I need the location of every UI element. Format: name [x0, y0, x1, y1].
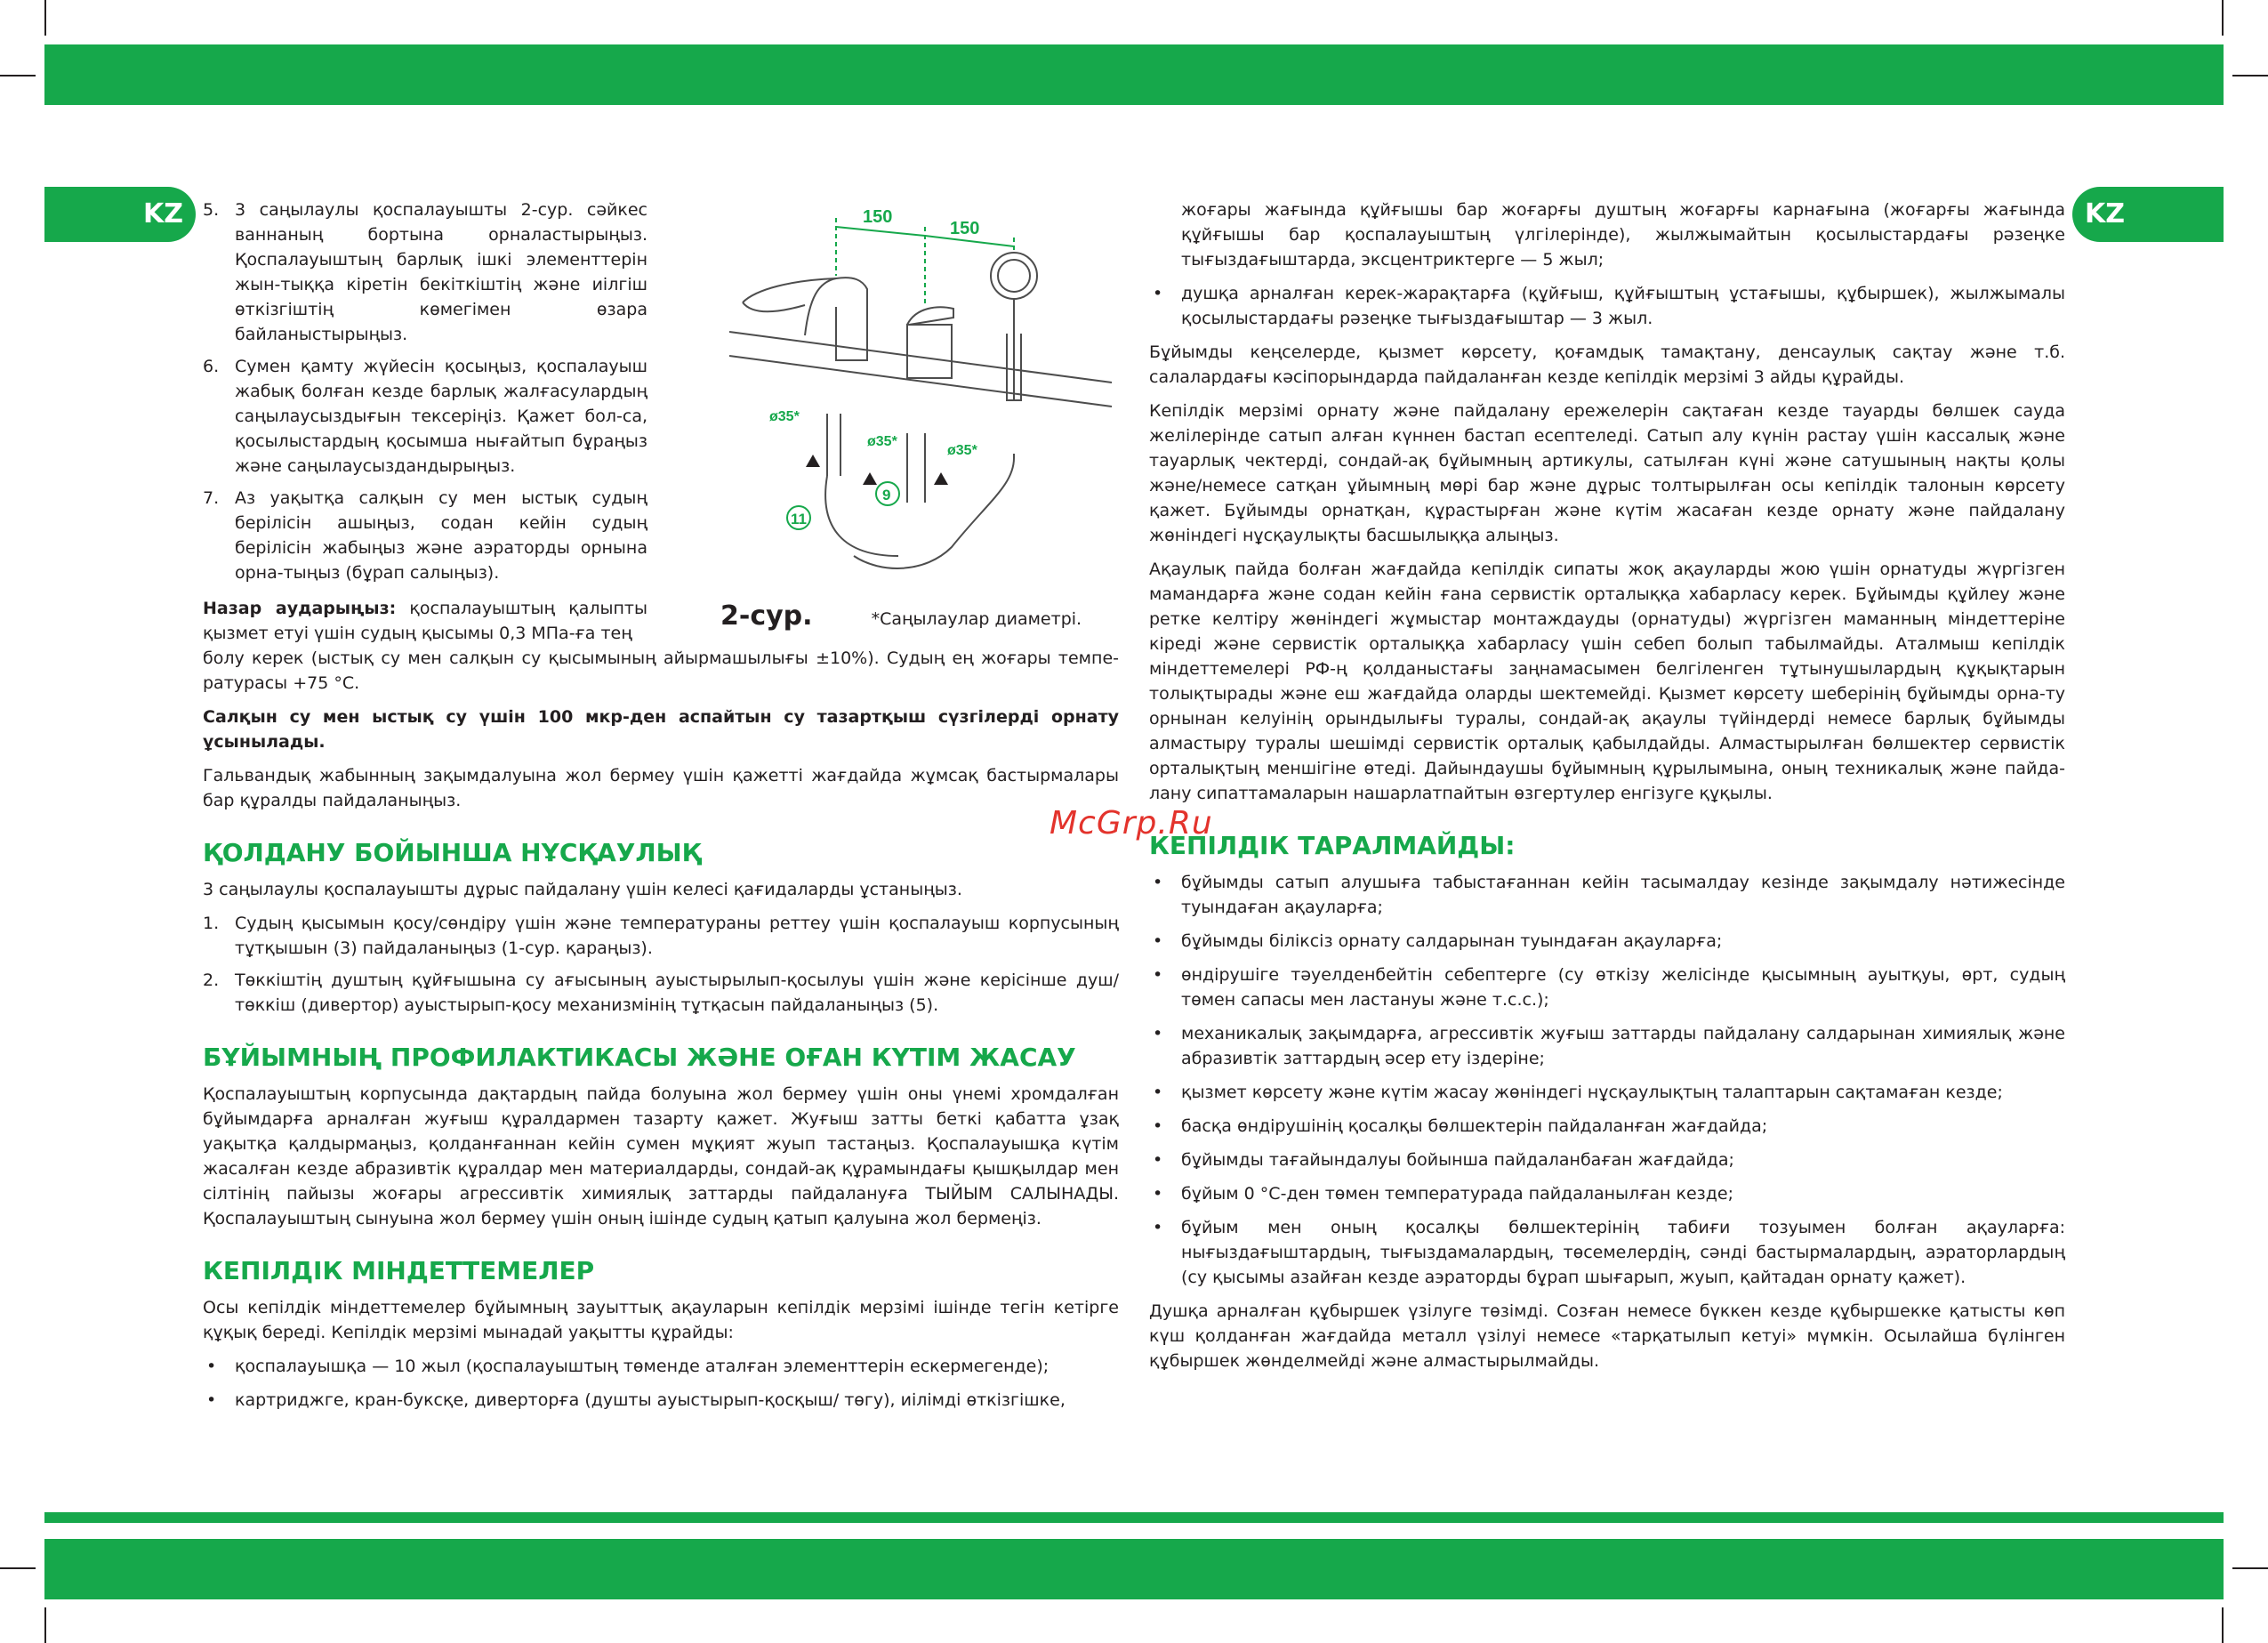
dimension-label: 150 [950, 219, 980, 238]
galvanic-note: Гальвандық жабынның зақымдалуына жол бермеу үшін қажетті жағдайда жұмсақ бастырмалары бар құралды пайдаланыңыз. [203, 766, 1119, 810]
bullet: • [206, 1357, 217, 1376]
heading-not-covered: КЕПІЛДІК ТАРАЛМАЙДЫ: [1149, 831, 1516, 860]
list-item-text: өндірушіге тәуелденбейтін себептерге (су өткізу желісінде қысымның ауытқуы, өрт, судың төмен сапасы мен ластануы және т.с.с.); [1181, 965, 2065, 1010]
step-number: 5. [203, 200, 220, 220]
warning-paragraph [203, 596, 647, 646]
bullet: • [1153, 1184, 1163, 1204]
language-tab-right: KZ [2072, 187, 2224, 242]
usage-intro: 3 саңылаулы қоспалауышты дұрыс пайдалану үшін келесі қағидаларды ұстаныңыз. [203, 880, 962, 899]
filter-note: Салқын су мен ыстық су үшін 100 мкр-ден аспайтын су тазартқыш сүзгілерді орнату ұсынылады. [203, 707, 1119, 752]
bullet: • [1153, 1083, 1163, 1102]
list-item [1149, 870, 2065, 920]
list-item [1149, 1080, 2065, 1105]
step-number: 6. [203, 357, 220, 376]
warning-paragraph-cont: болу керек (ыстық су мен салқын су қысымының айырмашылығы ±10%). Судың ең жоғары темпе-ратурасы +75 °C. [203, 648, 1119, 693]
list-item [1149, 962, 2065, 1012]
warranty-list [203, 1354, 1119, 1413]
bullet: • [1153, 965, 1163, 985]
step-text: Судың қысымын қосу/сөндіру үшін және температураны реттеу үшін қоспалауыш корпусының тұтқышын (3) пайдаланыңыз (1-сур. қараңыз). [235, 914, 1119, 958]
list-item-text: механикалық зақымдарға, агрессивтік жуғыш заттарды пайдалану салдарынан химиялық және абразивтік заттардың әсер ету іздеріне; [1181, 1024, 2065, 1068]
list-item [203, 1388, 1119, 1413]
install-steps [203, 197, 647, 585]
office-text: Бұйымды кеңселерде, қызмет көрсету, қоғамдық тамақтану, денсаулық сақтау және т.б. салалардағы кәсіпорындарда пайдаланған кезде кепілдік мерзімі 3 айды құрайды. [1149, 342, 2065, 387]
diameter-label: ø35* [867, 434, 897, 449]
list-item-text: картриджге, кран-буксқе, диверторға (душты ауыстырып-қосқыш/ төгу), иілімді өткізгішке, [235, 1390, 1066, 1410]
bottom-green-line [44, 1512, 2224, 1523]
step-number: 7. [203, 488, 220, 508]
list-item [1149, 1215, 2065, 1290]
diameter-label: ø35* [947, 443, 977, 458]
list-item [1149, 1114, 2065, 1139]
heading-care: БҰЙЫМНЫҢ ПРОФИЛАКТИКАСЫ ЖӘНЕ ОҒАН КҮТІМ ЖАСАУ [203, 1043, 1076, 1072]
bullet: • [1153, 1116, 1163, 1136]
step-text: Аз уақытқа салқын су мен ыстық судың берілісін ашыңыз, содан кейін судың берілісін жабыңыз және аэраторды орнына орна-тыңыз (бұрап салыңыз). [235, 488, 647, 583]
list-item-text: душқа арналған керек-жарақтарға (құйғыш, құйғыштың ұстағышы, құбыршек), жылжымалы қосылыстардағы рәзеңке тығыздағыштар — 3 жыл. [1181, 284, 2065, 328]
usage-steps [203, 911, 1119, 1018]
warning-text: қоспалауыштың қалыпты қызмет етуі үшін судың қысымы 0,3 МПа-ға тең [203, 599, 647, 643]
crop-mark [2232, 1567, 2268, 1569]
care-text: Қоспалауыштың корпусында дақтардың пайда болуына жол бермеу үшін оны үнемі хромдалған бұйымдарға арналған жуғыш құралдармен тазарту қажет. Жуғыш затты беткі қабатта ұзақ уақытқа қалдырмаңыз, қолданғаннан кейін сумен мұқият жуып тастаңыз. Қоспалауышқа күтім жасалған кезде абразивтік құралдар мен материалдарды, сондай-ақ құрамындағы қышқылдар мен сілтінің пайызы жоғары агрессивтік химиялық заттарды пайдалануға ТЫЙЫМ САЛЫНАДЫ. Қоспалауыштың сынуына жол бермеу үшін оның ішінде судың қатып қалуына жол бермеңіз. [203, 1084, 1119, 1228]
dimension-label: 150 [863, 207, 893, 227]
list-item [203, 911, 1119, 961]
bullet: • [1153, 931, 1163, 951]
bullet: • [1153, 873, 1163, 892]
list-item-text: бұйымды сатып алушыға табыстағаннан кейін тасымалдау кезінде зақымдалу нәтижесінде туындаған ақауларға; [1181, 873, 2065, 917]
step-number: 1. [203, 914, 220, 933]
step-text: Төккіштің душтың құйғышына су ағысының ауыстырылып-қосылуы үшін және керісінше душ/төккіш (дивертор) ауыстырып-қосу механизмінің тұтқасын пайдаланыңыз (5). [235, 970, 1119, 1015]
list-item [1149, 1181, 2065, 1206]
warranty-text: Осы кепілдік міндеттемелер бұйымның зауыттық ақауларын кепілдік мерзімі ішінде тегін кетірге құқық береді. Кепілдік мерзімі мынадай уақытты құрайды: [203, 1298, 1119, 1342]
warranty-list-cont [1149, 281, 2065, 331]
list-item [1149, 1021, 2065, 1071]
list-item [203, 486, 647, 585]
figure-title: 2-сур. [720, 600, 813, 632]
left-column [203, 197, 1119, 1422]
crop-mark [2222, 0, 2224, 36]
list-item [203, 197, 647, 347]
list-item-text: қызмет көрсету және күтім жасау жөніндегі нұсқаулықтың талаптарын сақтамаған кезде; [1181, 1083, 2003, 1102]
crop-mark [0, 1567, 36, 1569]
crop-mark [44, 1607, 46, 1643]
step-number: 2. [203, 970, 220, 990]
warning-label: Назар аударыңыз: [203, 599, 397, 618]
watermark: McGrp.Ru [1050, 805, 1213, 842]
list-item [203, 354, 647, 479]
hose-text: Душқа арналған құбыршек үзілуге төзімді. Созған немесе бүккен кезде құбыршекке қатысты көп күш қолданған жағдайда металл үзілуі немесе «тарқатылып кетуі» мүмкін. Осылайша бүлінген құбыршек жөнделмейді және алмастырылмайды. [1149, 1301, 2065, 1371]
list-item [203, 1354, 1119, 1379]
list-item-text: қоспалауышқа — 10 жыл (қоспалауыштың төменде аталған элементтерін ескермегенде); [235, 1357, 1050, 1376]
crop-mark [0, 75, 36, 77]
figure-note: *Саңылаулар диаметрі. [871, 609, 1082, 629]
bullet: • [206, 1390, 217, 1410]
defect-text: Ақаулық пайда болған жағдайда кепілдік сипаты жоқ ақауларды жою үшін орнатуды жүргізген мамандарға және содан кейін ғана сервистік орталыққа хабарласу керек. Бұйымды құйлеу және ретке келтіру жөніндегі жұмыстар монтаждауды (орнатуды) жүргізген маманның міндеттеріне кіреді және сервистік орталыққа хабарласу үшін себеп болып табылмайды. Аталмыш кепілдік міндеттемелері РФ-ң қолданыстағы заңнамасымен белгіленген тұтынушылардың құқықтарын толықтырады және еш жағдайда оларды шектемейді. Қызмет көрсету шеберінің бұйымды орна-ту орнынан келуінің орындылығы туралы, сондай-ақ ақаулы түйіндерді немесе барлық бұйымды алмастыру туралы шешімді сервистік орталық қабылдайды. Алмастырылған бөлшектер сервистік орталықтың меншігіне өтеді. Дайындаушы бұйымның құрылымына, оның техникалық және пайда-лану сипаттамаларын нашарлатпайтын өзгертулер енгізуге құқылы. [1149, 560, 2065, 803]
crop-mark [2222, 1607, 2224, 1643]
callout-11: 11 [791, 511, 807, 528]
list-item-text: бұйым мен оның қосалқы бөлшектерінің табиғи тозуымен болған ақауларға: нығыздағыштардың, тығыздамалардың, төсемелердің, сәнді бастырмалардың, аэраторлардың (су қысымы азайған кезде аэраторды бұрап шығарып, жуып, қайтадан орнату қажет). [1181, 1218, 2065, 1287]
diameter-label: ø35* [769, 409, 800, 424]
bullet: • [1153, 1024, 1163, 1043]
list-item-text: басқа өндірушінің қосалқы бөлшектерін пайдаланған жағдайда; [1181, 1116, 1768, 1136]
list-item [1149, 1148, 2065, 1172]
step-text: Сумен қамту жүйесін қосыңыз, қоспалауыш жабық болған кезде барлық жалғасулардың саңылаусыздығын тексеріңіз. Қажет бол-са, қосылыстардың қосымша нығайтып бұраңыз және саңылаусыздандырыңыз. [235, 357, 647, 476]
crop-mark [44, 0, 46, 36]
bullet: • [1153, 284, 1163, 303]
not-covered-list [1149, 870, 2065, 1290]
callout-9: 9 [882, 487, 891, 503]
bottom-green-band [44, 1539, 2224, 1599]
step-text: 3 саңылаулы қоспалауышты 2-сур. сәйкес ваннаның бортына орналастырыңыз. Қоспалауыштың барлық ішкі элементтерін жын-тыққа кіретін бекіткіштің және иілгіш өткізгіштің көмегімен өзара байланыстырыңыз. [235, 200, 647, 344]
crop-mark [2232, 75, 2268, 77]
list-item-text: бұйым 0 °C-ден төмен температурада пайдаланылған кезде; [1181, 1184, 1734, 1204]
heading-warranty: КЕПІЛДІК МІНДЕТТЕМЕЛЕР [203, 1256, 595, 1285]
language-tab-left: KZ [44, 187, 196, 242]
right-column [1149, 197, 2065, 1382]
bullet: • [1153, 1218, 1163, 1237]
list-item [1149, 929, 2065, 954]
heading-usage: ҚОЛДАНУ БОЙЫНША НҰСҚАУЛЫҚ [203, 838, 702, 867]
period-text: Кепілдік мерзімі орнату және пайдалану ережелерін сақтаған кезде тауарды бөлшек сауда желілерінде сатып алған күннен бастап есептеледі. Сатып алу күнін растау үшін кассалық және тауарлық чектерді, сондай-ақ бұйымның артикулы, сатылған күні және сатушының нақты қолы және/немесе сатқан ұйымның мөрі бар және дұрыс толтырылған осы кепілдік талонын көрсету қажет. Бұйымды орнатқан, құрастырған және күтім жасаған кезде орнату және пайдалану жөніндегі нұсқаулықты басшылыққа алыңыз. [1149, 401, 2065, 545]
list-item-text: бұйымды тағайындалуы бойынша пайдаланбаған жағдайда; [1181, 1150, 1734, 1170]
list-item [1149, 281, 2065, 331]
list-item [203, 968, 1119, 1018]
warranty-continued: жоғары жағында құйғышы бар жоғарғы душтың жоғарғы карнағына (жоғарғы жағында құйғышы бар қоспалауыштың үлгілерінде), жылжымайтын қосылыстардағы рәзеңке тығыздағыштарда, эксцентриктерге — 5 жыл; [1181, 200, 2065, 270]
bullet: • [1153, 1150, 1163, 1170]
list-item-text: бұйымды біліксіз орнату салдарынан туындаған ақауларға; [1181, 931, 1723, 951]
top-green-band [44, 44, 2224, 105]
